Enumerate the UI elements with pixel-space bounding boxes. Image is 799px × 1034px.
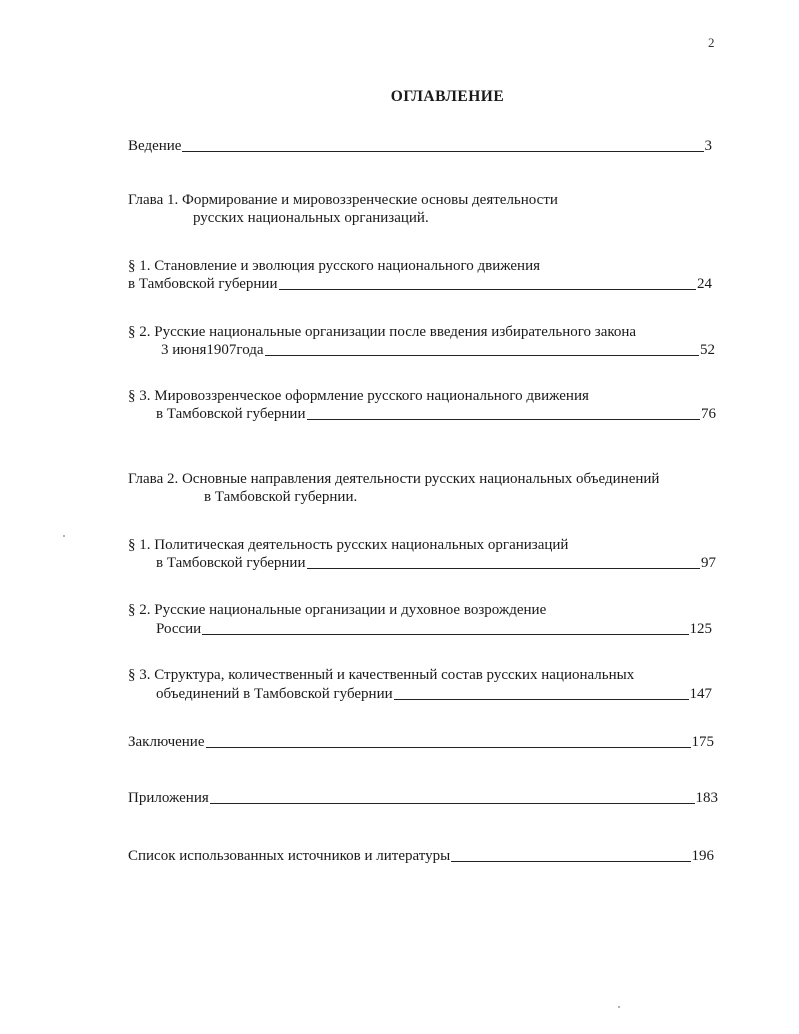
dot-leader: [307, 567, 701, 569]
toc-entry-page: 3: [704, 138, 712, 154]
ch1-section-3-line1: § 3. Мировоззренческое оформление русского национального движения: [128, 388, 589, 404]
ch1-section-2-line1: § 2. Русские национальные организации после введения избирательного закона: [128, 324, 637, 340]
toc-entry-page: 97: [701, 555, 716, 571]
ch2-section-3-entry: [156, 684, 712, 704]
ch2-section-1-line1: § 1. Политическая деятельность русских национальных организаций: [128, 537, 569, 553]
dot-leader: [451, 860, 690, 862]
toc-entry-page: 183: [695, 790, 718, 806]
toc-entry-label: Приложения: [128, 790, 209, 806]
chapter-1-title-line1: Глава 1. Формирование и мировоззренческие основы деятельности: [128, 192, 558, 208]
chapter-2-title-line2: в Тамбовской губернии.: [204, 489, 358, 505]
toc-entry-appendix: [128, 788, 718, 808]
ch1-section-3-entry: [156, 404, 716, 424]
chapter-1-title-line2: русских национальных организаций.: [193, 210, 429, 226]
toc-entry-label: Ведение: [128, 138, 182, 154]
toc-entry-page: 147: [689, 686, 712, 702]
toc-entry-label: России: [156, 621, 202, 637]
toc-entry-page: 24: [697, 276, 712, 292]
ch1-section-2-entry: [161, 340, 715, 360]
toc-entry-page: 196: [691, 848, 714, 864]
toc-entry-page: 175: [691, 734, 714, 750]
page-number: 2: [708, 35, 715, 50]
toc-entry-label: в Тамбовской губернии: [128, 276, 278, 292]
dot-leader: [206, 746, 691, 748]
toc-title: ОГЛАВЛЕНИЕ: [390, 88, 505, 105]
scan-speck: [618, 1006, 620, 1008]
dot-leader: [279, 288, 697, 290]
toc-entry-label: объединений в Тамбовской губернии: [156, 686, 393, 702]
scan-speck: [63, 535, 65, 537]
toc-entry-label: в Тамбовской губернии: [156, 406, 306, 422]
dot-leader: [182, 150, 703, 152]
ch2-section-2-entry: [156, 619, 712, 639]
toc-entry-page: 76: [701, 406, 716, 422]
toc-entry-sources: [128, 846, 714, 866]
toc-entry-label: Заключение: [128, 734, 205, 750]
toc-entry-label: Список использованных источников и литературы: [128, 848, 451, 864]
dot-leader: [394, 698, 689, 700]
toc-entry-conclusion: [128, 732, 714, 752]
chapter-2-title-line1: Глава 2. Основные направления деятельности русских национальных объединений: [128, 471, 660, 487]
ch1-section-1-line1: § 1. Становление и эволюция русского национального движения: [128, 258, 540, 274]
dot-leader: [307, 418, 701, 420]
toc-entry-label: в Тамбовской губернии: [156, 555, 306, 571]
ch2-section-1-entry: [156, 553, 716, 573]
toc-entry-page: 52: [700, 342, 715, 358]
toc-entry-label: 3 июня1907года: [161, 342, 264, 358]
toc-entry-intro: [128, 136, 712, 156]
ch2-section-3-line1: § 3. Структура, количественный и качественный состав русских национальных: [128, 667, 635, 683]
ch2-section-2-line1: § 2. Русские национальные организации и духовное возрождение: [128, 602, 547, 618]
dot-leader: [202, 633, 688, 635]
dot-leader: [210, 802, 695, 804]
dot-leader: [265, 354, 699, 356]
toc-entry-page: 125: [689, 621, 712, 637]
ch1-section-1-entry: [128, 274, 712, 294]
